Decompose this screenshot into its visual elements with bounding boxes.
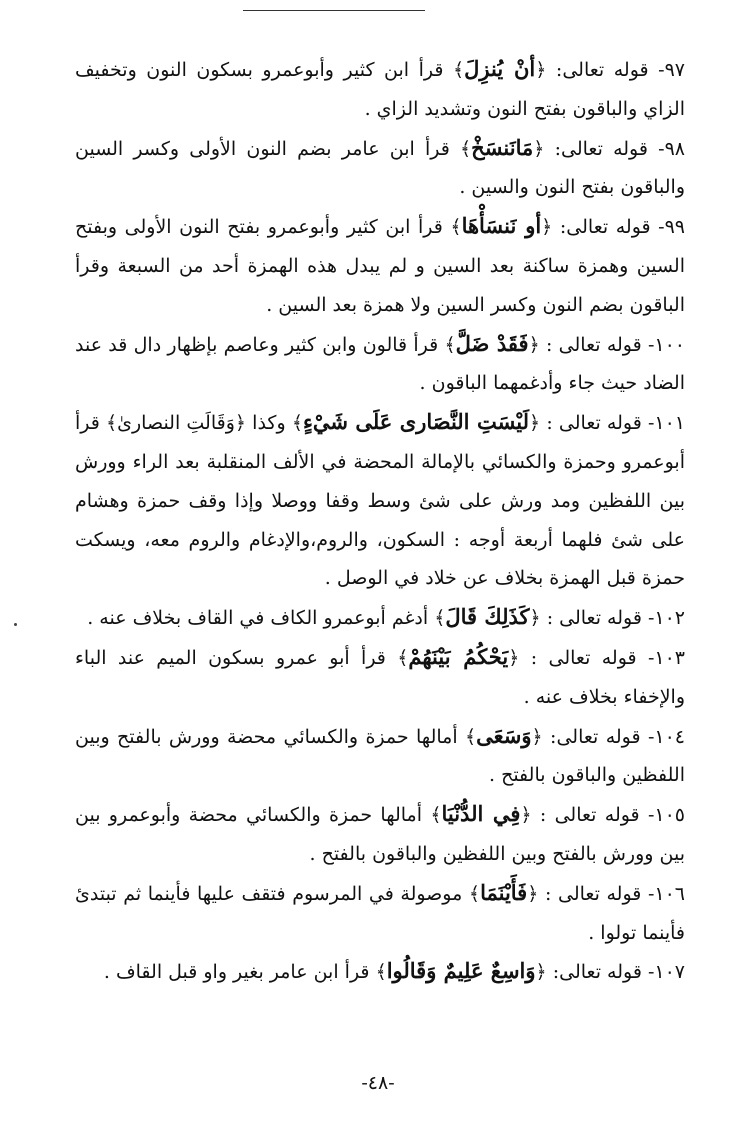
verse-open-bracket: ﴿ <box>535 961 547 984</box>
verse-close-bracket: ﴾ <box>375 961 387 984</box>
entry-3 <box>75 207 685 324</box>
entry-intro: - قوله تعالى: <box>552 961 655 984</box>
entry-number: ١٠٧ <box>654 961 685 984</box>
entry-text: وكذا ﴿وَقَالَتِ النصارىٰ﴾ قرأ أبوعمرو وحمزة والكسائي بالإمالة المحضة في الألف المنقلبة بعد الراء وورش بين اللفظين ومد ورش على شئ وسط وقفا ووصلا وإذا وقف حمزة وهشام على شئ فلهما أربعة أوجه : السكون، والروم،والإدغام والروم معه، ويسكت حمزة قبل الهمزة بخلاف عن خلاد في الوصل . <box>75 412 685 590</box>
verse-close-bracket: ﴾ <box>453 59 465 81</box>
entry-10 <box>75 874 685 953</box>
verse-open-bracket: ﴿ <box>529 412 541 435</box>
verse-quote: فِي الدُّنْيَا <box>441 801 521 827</box>
verse-quote: يَحْكُمُ بَيْنَهُمْ <box>408 643 509 669</box>
entry-1 <box>75 50 685 129</box>
entry-intro: - قوله تعالى: <box>555 59 665 81</box>
verse-close-bracket: ﴾ <box>397 646 409 669</box>
entry-number: ١٠٢ <box>654 607 685 630</box>
entry-number: ١٠٥ <box>654 804 685 827</box>
verse-close-bracket: ﴾ <box>460 137 472 160</box>
verse-open-bracket: ﴿ <box>527 882 539 905</box>
verse-close-bracket: ﴾ <box>291 412 303 435</box>
entry-text: قرأ ابن كثير وأبوعمرو بفتح النون الأولى وبفتح السين وهمزة ساكنة بعد السين و لم يبدل هذه الهمزة أحد من السبعة وقرأ الباقون بضم النون وكسر السين ولا همزة بعد السين . <box>75 216 685 316</box>
verse-close-bracket: ﴾ <box>468 882 481 905</box>
entry-intro: - قوله تعالى: <box>554 137 665 160</box>
entry-text: أمالها حمزة والكسائي محضة وأبوعمرو بين بين وورش بالفتح وبين اللفظين والباقون بالفتح . <box>75 804 685 865</box>
entry-intro: - قوله تعالى : <box>530 646 655 669</box>
entry-text: قرأ أبو عمرو بسكون الميم عند الباء والإخفاء بخلاف عنه . <box>75 646 685 708</box>
page-number: -٤٨- <box>361 1072 395 1094</box>
entry-text: قرأ ابن عامر بضم النون الأولى وكسر السين والباقون بفتح النون والسين . <box>75 137 685 199</box>
verse-quote: كَذَلِكَ قَالَ <box>445 604 530 630</box>
verse-open-bracket: ﴿ <box>531 725 543 748</box>
verse-open-bracket: ﴿ <box>533 137 545 160</box>
verse-quote: فَأَيْنَمَا <box>480 879 528 905</box>
verse-close-bracket: ﴾ <box>465 725 477 748</box>
verse-quote: أو نَنسَأْهَا <box>461 213 542 239</box>
entry-text: قرأ ابن عامر بغير واو قبل القاف . <box>103 961 370 984</box>
verse-open-bracket: ﴿ <box>535 59 547 81</box>
entry-number: ٩٩ <box>664 216 686 239</box>
entry-intro: - قوله تعالى: <box>550 725 655 748</box>
verse-quote: فَقَدْ ضَلَّ <box>455 330 529 356</box>
entry-7 <box>75 638 685 717</box>
entry-intro: - قوله تعالى : <box>546 607 655 630</box>
entry-intro: - قوله تعالى : <box>544 882 655 905</box>
verse-quote: أنْ يُنزِلَ <box>464 56 536 81</box>
verse-close-bracket: ﴾ <box>430 804 442 827</box>
entry-text: قرأ قالون وابن كثير وعاصم بإظهار دال قد عند الضاد حيث جاء وأدغمهما الباقون . <box>75 333 685 395</box>
entry-intro: - قوله تعالى : <box>546 333 655 356</box>
verse-quote: وَاسِعٌ عَلِيمٌ وَقَالُوا <box>386 958 536 984</box>
entry-number: ٩٧ <box>664 59 685 81</box>
verse-open-bracket: ﴿ <box>529 607 541 630</box>
verse-quote: لَيْسَتِ النَّصَارى عَلَى شَيْءٍ <box>302 409 530 435</box>
entry-number: ١٠٦ <box>654 882 685 905</box>
entry-2 <box>75 129 685 208</box>
entry-5 <box>75 403 685 598</box>
entry-number: ١٠٣ <box>654 646 685 669</box>
entry-number: ١٠٤ <box>654 725 685 748</box>
entry-intro: - قوله تعالى: <box>559 216 665 239</box>
verse-quote: وَسَعَى <box>476 722 532 748</box>
entry-text: أمالها حمزة والكسائي محضة وورش بالفتح وبين اللفظين والباقون بالفتح . <box>75 725 685 787</box>
verse-quote: مَانَنسَخْ <box>471 134 534 160</box>
margin-dot <box>14 623 17 626</box>
verse-close-bracket: ﴾ <box>450 216 462 239</box>
entry-8 <box>75 717 685 796</box>
entry-text: أدغم أبوعمرو الكاف في القاف بخلاف عنه . <box>87 607 429 630</box>
top-rule <box>243 10 425 11</box>
entry-6 <box>75 598 685 638</box>
entry-number: ١٠١ <box>654 412 685 435</box>
verse-close-bracket: ﴾ <box>434 607 446 630</box>
entry-text: موصولة في المرسوم فتقف عليها فأينما ثم تبتدئ فأينما تولوا . <box>75 882 685 944</box>
verse-close-bracket: ﴾ <box>444 333 456 356</box>
entry-number: ١٠٠ <box>654 333 685 356</box>
entry-text: قرأ ابن كثير وأبوعمرو بسكون النون وتخفيف الزاي والباقون بفتح النون وتشديد الزاي . <box>75 59 685 120</box>
verse-open-bracket: ﴿ <box>528 333 540 356</box>
page-body <box>75 50 685 992</box>
entry-4 <box>75 325 685 404</box>
verse-open-bracket: ﴿ <box>520 804 532 827</box>
verse-open-bracket: ﴿ <box>541 216 553 239</box>
entry-intro: - قوله تعالى : <box>546 412 655 435</box>
entry-intro: - قوله تعالى : <box>539 804 655 827</box>
verse-open-bracket: ﴿ <box>508 646 520 669</box>
entry-9 <box>75 795 685 874</box>
entry-11 <box>75 952 685 992</box>
entry-number: ٩٨ <box>664 137 685 160</box>
